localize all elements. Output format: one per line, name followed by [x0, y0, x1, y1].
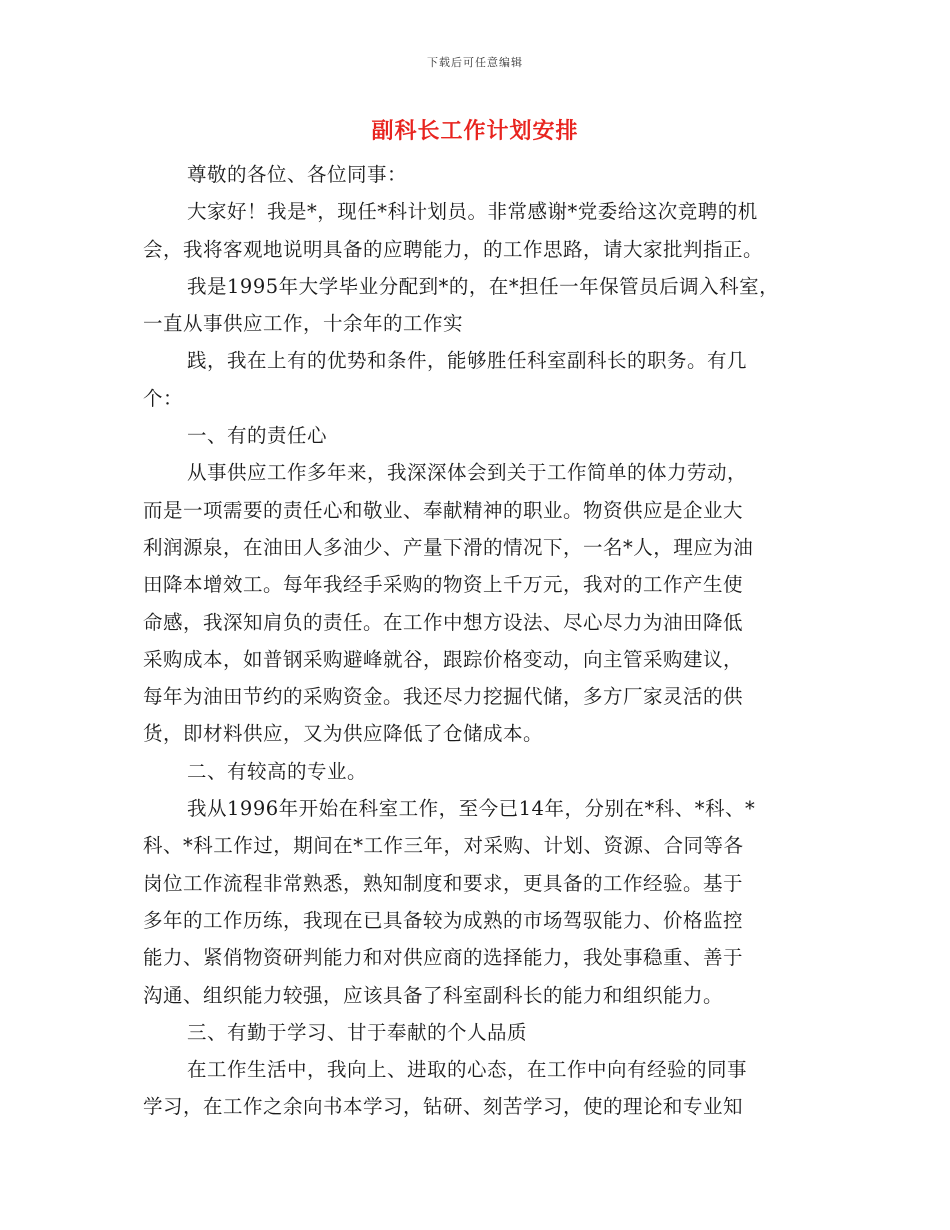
text-line: 会，我将客观地说明具备的应聘能力，的工作思路，请大家批判指正。	[143, 237, 764, 261]
text-line: 践，我在上有的优势和条件，能够胜任科室副科长的职务。有几	[187, 349, 748, 373]
text-line: 利润源泉，在油田人多油少、产量下滑的情况下，一名*人，理应为油	[143, 535, 754, 559]
text-line: 命感，我深知肩负的责任。在工作中想方设法、尽心尽力为油田降低	[143, 610, 744, 634]
document-body	[143, 156, 823, 1126]
text-line: 每年为油田节约的采购资金。我还尽力挖掘代储，多方厂家灵活的供	[143, 685, 744, 709]
text-line: 学习，在工作之余向书本学习，钻研、刻苦学习，使的理论和专业知	[143, 1095, 744, 1119]
text-line: 岗位工作流程非常熟悉，熟知制度和要求，更具备的工作经验。基于	[143, 871, 744, 895]
text-line: 能力、紧俏物资研判能力和对供应商的选择能力，我处事稳重、善于	[143, 946, 744, 970]
text-line: 个：	[143, 386, 184, 410]
text-line: 科、*科工作过，期间在*工作三年，对采购、计划、资源、合同等各	[143, 834, 744, 858]
text-line: 尊敬的各位、各位同事：	[187, 163, 408, 186]
text-line: 货，即材料供应，又为供应降低了仓储成本。	[143, 722, 544, 746]
text-line: 多年的工作历练，我现在已具备较为成熟的市场驾驭能力、价格监控	[143, 908, 744, 932]
text-line: 大家好！我是*，现任*科计划员。非常感谢*党委给这次竞聘的机	[187, 200, 758, 224]
text-line: 而是一项需要的责任心和敬业、奉献精神的职业。物资供应是企业大	[143, 498, 744, 522]
text-line: 一直从事供应工作，十余年的工作实	[143, 312, 464, 336]
text-line: 二、有较高的专业。	[187, 759, 368, 783]
text-line: 沟通、组织能力较强，应该具备了科室副科长的能力和组织能力。	[143, 983, 724, 1007]
text-line: 我是1995年大学毕业分配到*的，在*担任一年保管员后调入科室，	[187, 274, 780, 298]
text-line: 在工作生活中，我向上、进取的心态，在工作中向有经验的同事	[187, 1058, 748, 1082]
text-line: 三、有勤于学习、甘于奉献的个人品质	[187, 1020, 528, 1044]
text-line: 我从1996年开始在科室工作，至今已14年，分别在*科、*科、*	[187, 797, 756, 821]
text-line: 一、有的责任心	[187, 424, 328, 448]
document-title: 副科长工作计划安排	[371, 118, 579, 144]
page-header: 下载后可任意编辑	[427, 56, 523, 69]
text-line: 采购成本，如普钢采购避峰就谷，跟踪价格变动，向主管采购建议，	[143, 647, 744, 671]
text-line: 田降本增效工。每年我经手采购的物资上千万元，我对的工作产生使	[143, 573, 744, 597]
text-line: 从事供应工作多年来，我深深体会到关于工作简单的体力劳动，	[187, 461, 748, 485]
